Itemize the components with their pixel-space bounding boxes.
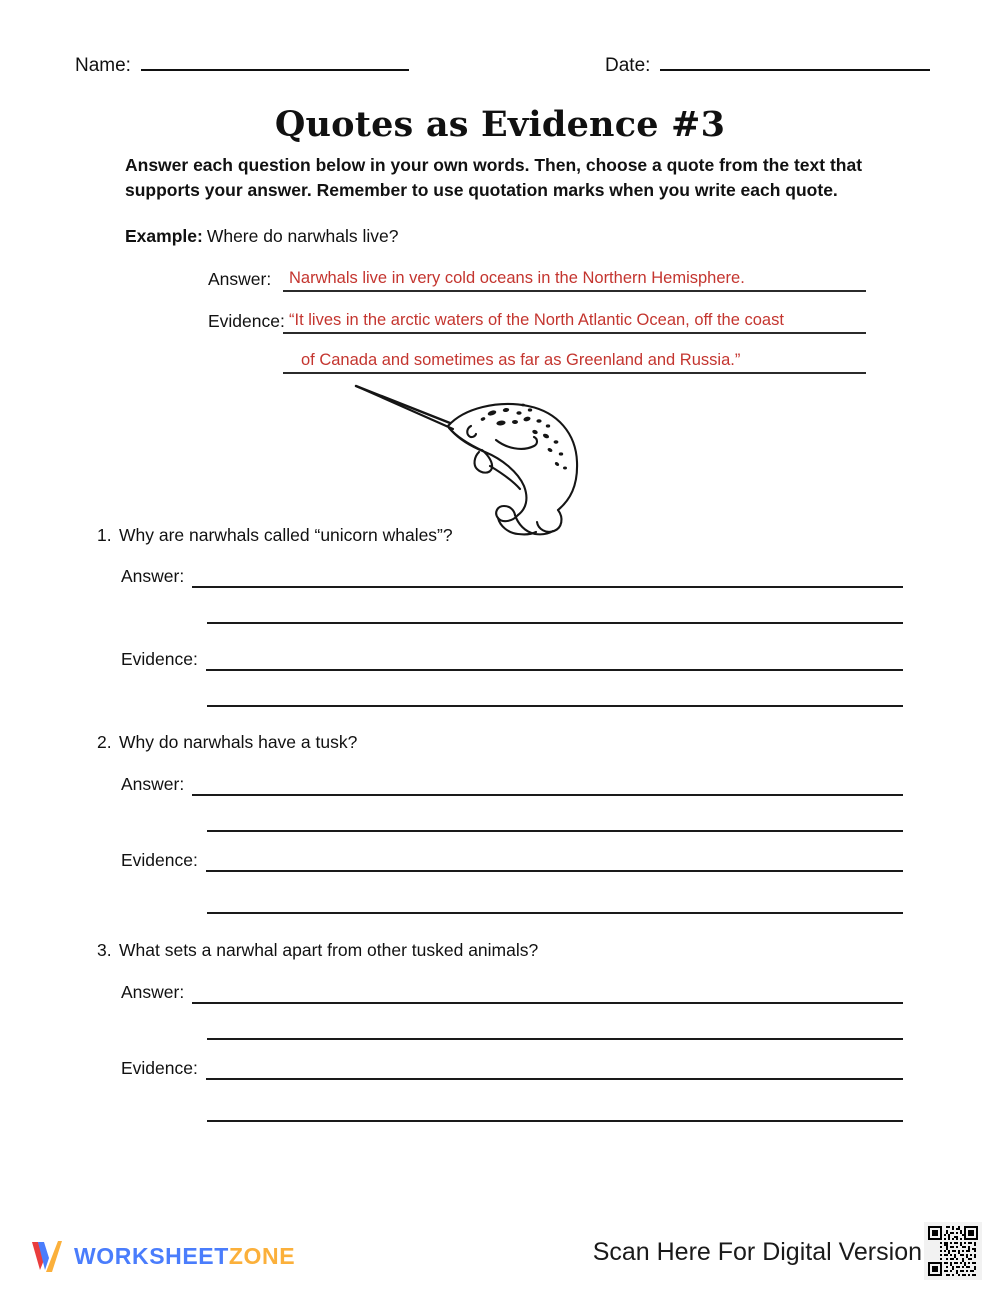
example-evidence-text-line1: “It lives in the arctic waters of the North Atlantic Ocean, off the coast (283, 312, 866, 335)
q1-answer-line-2[interactable] (207, 622, 903, 624)
name-field[interactable] (75, 52, 409, 77)
q2-evidence-line-1[interactable] (206, 850, 903, 872)
example-answer-row (208, 264, 866, 292)
logo-word-2: ZONE (228, 1242, 296, 1269)
q1-evidence-row[interactable] (121, 645, 903, 671)
name-label: Name: (75, 55, 131, 76)
q2-evidence-label: Evidence: (121, 849, 198, 870)
q3-answer-row[interactable] (121, 978, 903, 1004)
page-title: Quotes as Evidence #3 (274, 104, 726, 145)
question-2-prompt: Why do narwhals have a tusk? (119, 732, 358, 752)
narwhal-illustration (352, 382, 602, 542)
question-3-prompt: What sets a narwhal apart from other tusked animals? (119, 940, 539, 960)
example-evidence-label: Evidence: (208, 310, 285, 331)
q3-evidence-line-1[interactable] (206, 1058, 903, 1080)
logo-text (74, 1243, 295, 1270)
footer (0, 1236, 1000, 1294)
scan-instruction-text: Scan Here For Digital Version (592, 1238, 922, 1266)
qr-code[interactable] (924, 1222, 982, 1280)
question-1-text (97, 525, 453, 546)
q1-answer-line-1[interactable] (192, 566, 903, 588)
question-2-number: 2. (97, 732, 112, 752)
q3-evidence-row[interactable] (121, 1054, 903, 1080)
q2-answer-line-2[interactable] (207, 830, 903, 832)
name-input-rule[interactable] (141, 52, 409, 71)
question-1-prompt: Why are narwhals called “unicorn whales”? (119, 525, 453, 545)
question-3-number: 3. (97, 940, 112, 960)
q3-answer-line-2[interactable] (207, 1038, 903, 1040)
example-label: Example: (125, 226, 203, 246)
example-answer-text: Narwhals live in very cold oceans in the Northern Hemisphere. (283, 270, 866, 293)
q3-evidence-label: Evidence: (121, 1057, 198, 1078)
date-label: Date: (605, 55, 651, 76)
logo-w-icon (28, 1236, 64, 1276)
example-answer-label: Answer: (208, 268, 272, 289)
q2-answer-line-1[interactable] (192, 774, 903, 796)
q2-answer-row[interactable] (121, 770, 903, 796)
q1-answer-label: Answer: (121, 565, 185, 586)
q1-evidence-label: Evidence: (121, 648, 198, 669)
example-evidence-row (208, 306, 866, 334)
q1-answer-row[interactable] (121, 562, 903, 588)
example-question-text: Where do narwhals live? (206, 226, 399, 246)
date-field[interactable] (605, 52, 930, 77)
q3-answer-label: Answer: (121, 981, 185, 1002)
q1-evidence-line-2[interactable] (207, 705, 903, 707)
example-evidence-row-2 (283, 346, 866, 374)
worksheet-zone-logo[interactable] (28, 1236, 295, 1276)
q2-evidence-line-2[interactable] (207, 912, 903, 914)
question-3-text (97, 940, 538, 961)
example-question (125, 226, 398, 247)
q3-answer-line-1[interactable] (192, 982, 903, 1004)
question-1-number: 1. (97, 525, 112, 545)
question-2-text (97, 732, 357, 753)
header-row (0, 52, 1000, 84)
date-input-rule[interactable] (660, 52, 930, 71)
q2-answer-label: Answer: (121, 773, 185, 794)
q1-evidence-line-1[interactable] (206, 649, 903, 671)
narwhal-spots (480, 404, 567, 470)
example-evidence-text-line2: of Canada and sometimes as far as Greenland and Russia.” (283, 352, 866, 375)
instructions-text: Answer each question below in your own words. Then, choose a quote from the text that supports your answer. Remember to use quotation marks when you write each quote. (125, 155, 863, 201)
q2-evidence-row[interactable] (121, 846, 903, 872)
qr-code-image (924, 1222, 982, 1280)
logo-word-1: WORKSHEET (74, 1242, 229, 1269)
narwhal-icon (352, 382, 602, 542)
q3-evidence-line-2[interactable] (207, 1120, 903, 1122)
